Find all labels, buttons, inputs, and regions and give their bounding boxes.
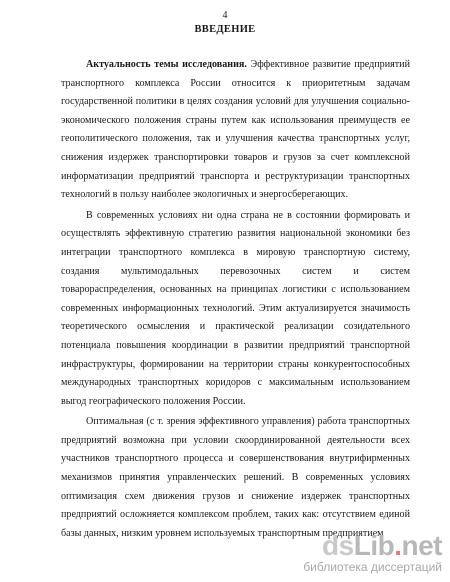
paragraph-3 — [61, 413, 410, 543]
page-number: 4 — [222, 10, 228, 21]
watermark-logo: dsLib.net — [322, 530, 442, 561]
paragraph-text: Оптимальная (с т. зрения эффективного управления) работа транспортных предприятий возможна при условии скоординированной деятельности всех участников транспортного процесса и совершенствования внутрифирменных механизмов принятия управленческих решений. В современных условиях оптимизация схем движения грузов и снижение издержек транспортных предприятий осложняется комплексом проблем, таких как: отсутствием единой базы данных, низким уровнем используемых транспортным предприятием — [61, 416, 410, 539]
page-title: ВВЕДЕНИЕ — [194, 24, 256, 35]
document-body — [61, 56, 410, 545]
paragraph-text: Эффективное развитие предприятий транспортного комплекса России относится к приоритетным задачам государственной политики в целях создания условий для улучшения социально-экономического положения страны путем как использования преимуществ ее геополитического положения, так и улучшения качества транспортных услуг, снижения издержек транспортировки товаров и грузов за счет комплексной информатизации предприятий транспорта и реструктуризации транспортных технологий в пользу наиболее экологичных и энергосберегающих. — [61, 59, 410, 201]
watermark-subtitle: библиотека диссертаций — [303, 560, 442, 574]
paragraph-2 — [61, 207, 410, 412]
paragraph-text: В современных условиях ни одна страна не в состоянии формировать и осуществлять эффективную стратегию развития национальной экономики без интеграции транспортного комплекса в мировую транспортную систему, создания мультимодальных перевозочных систем и систем товарораспределения, основанных на принципах логистики с использованием современных информационных технологий. Этим актуализируется значимость теоретического осмысления и практической реализации созидательного потенциала повышения координации в развитии предприятий транспортной инфраструктуры, формировании на территории страны конкурентоспособных международных транспортных коридоров с максимальным использованием выгод географического положения России. — [61, 209, 410, 407]
paragraph-1 — [61, 56, 410, 205]
section-heading: Актуальность темы исследования. — [86, 59, 247, 70]
watermark — [303, 532, 442, 574]
